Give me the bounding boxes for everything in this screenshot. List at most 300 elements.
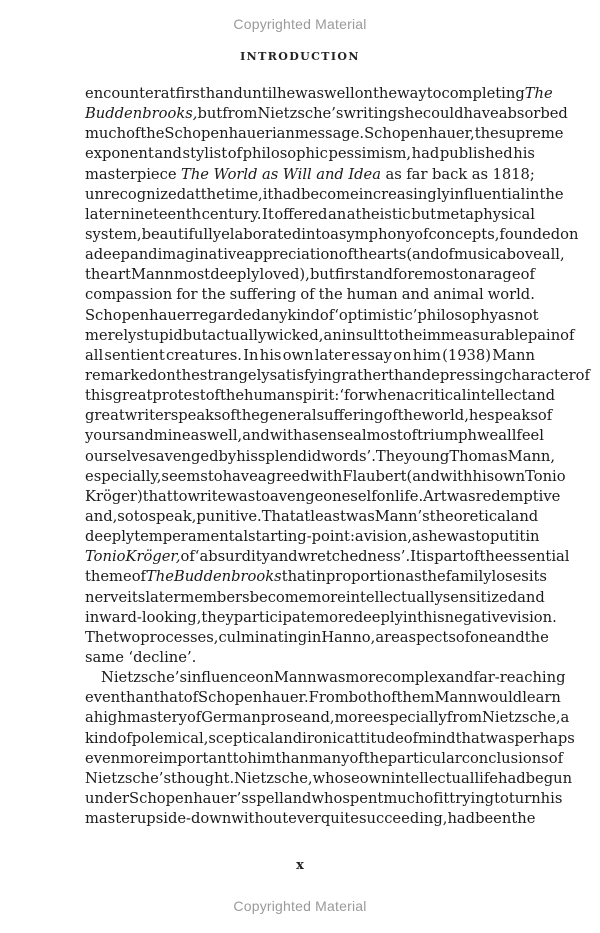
word: polemical, — [131, 729, 209, 747]
word: rage — [486, 266, 521, 284]
word: suffering — [316, 407, 384, 425]
text-line — [85, 84, 553, 104]
word: from — [222, 105, 258, 123]
word: symphony — [338, 225, 415, 243]
text-line — [85, 729, 575, 749]
word: high — [93, 709, 127, 727]
word: far-reaching — [473, 669, 566, 687]
text-line — [85, 467, 566, 487]
word: time, — [224, 185, 263, 203]
word: spent — [342, 789, 384, 807]
word: the — [397, 407, 422, 425]
text-line — [85, 406, 553, 426]
word: later — [85, 205, 121, 223]
word: The — [375, 447, 404, 465]
word: into — [301, 225, 331, 243]
word: of — [338, 246, 354, 264]
word: an — [323, 326, 342, 344]
word: encounter — [85, 85, 161, 102]
word: own — [494, 467, 526, 485]
word: in — [525, 528, 540, 546]
word: ourselves — [85, 447, 156, 465]
word: an — [327, 205, 347, 223]
word: more — [315, 608, 354, 626]
word: and — [527, 387, 556, 405]
word: one — [470, 628, 498, 646]
word: the — [200, 185, 225, 203]
word: kind — [85, 729, 118, 747]
word: of — [414, 225, 429, 243]
word: as — [190, 427, 207, 445]
word: prose — [260, 709, 303, 727]
word: was — [446, 528, 476, 546]
word: the — [140, 125, 165, 143]
word: than — [120, 689, 154, 707]
word: any — [260, 306, 288, 324]
word: writings — [343, 105, 405, 123]
word: splendid — [257, 447, 322, 465]
word: two — [112, 628, 141, 646]
word: had — [273, 185, 301, 203]
word: in — [525, 185, 540, 203]
word: quite — [320, 810, 359, 828]
word: not — [514, 306, 539, 324]
word: sense — [311, 427, 354, 445]
word: from — [446, 709, 483, 727]
word: its — [528, 568, 547, 586]
word: back — [431, 165, 468, 183]
word: it — [514, 528, 526, 546]
word: influence — [187, 669, 256, 687]
word: its — [127, 588, 146, 606]
word: great — [112, 387, 153, 405]
word: music — [453, 246, 498, 264]
word: stupid — [136, 326, 183, 344]
word: of — [180, 548, 195, 566]
text-line — [85, 326, 575, 346]
text-line — [85, 789, 563, 809]
word: pessimism, — [328, 145, 412, 163]
word: satisfying — [269, 366, 342, 384]
word: hand — [205, 85, 243, 102]
word: a — [405, 387, 415, 405]
word: of — [439, 246, 454, 264]
word: stylist — [182, 145, 228, 163]
word: well — [324, 85, 355, 102]
word: system, — [85, 225, 142, 243]
text-line — [85, 769, 573, 789]
word: world, — [421, 407, 469, 425]
word: character — [503, 366, 576, 384]
word: completing — [441, 85, 525, 102]
word: a — [560, 709, 570, 727]
word: atheistic — [346, 205, 411, 223]
word: concepts, — [428, 225, 500, 243]
word: a — [330, 225, 339, 243]
word: words’. — [321, 447, 376, 465]
text-line — [85, 668, 566, 688]
word: and — [274, 729, 303, 747]
word: Art — [423, 487, 447, 505]
word: succeeding, — [358, 810, 448, 828]
word: thought. — [171, 769, 235, 787]
word: Mann — [273, 669, 317, 687]
word: imaginative — [157, 246, 245, 264]
word: they — [201, 608, 234, 626]
word: speaks — [487, 407, 538, 425]
word: Nietzsche’s — [85, 769, 172, 787]
word: intellectually — [345, 588, 443, 606]
word: culminating — [218, 628, 308, 646]
word: would — [477, 689, 523, 707]
word: so — [117, 507, 134, 525]
word: the — [373, 85, 398, 102]
word: of — [548, 749, 564, 767]
word: and — [269, 548, 298, 566]
word: the — [524, 628, 549, 646]
word: vision, — [363, 528, 412, 546]
word: to — [172, 487, 188, 505]
word: Schopenhauer — [85, 306, 193, 324]
word: family — [445, 568, 492, 586]
word: nerve — [85, 588, 128, 606]
word: and — [126, 427, 154, 445]
word: merely — [85, 326, 137, 344]
word: was — [345, 507, 375, 525]
word: is — [421, 548, 435, 566]
word: great — [85, 407, 125, 425]
word: negative — [444, 608, 509, 626]
word: appreciation — [244, 246, 339, 264]
word: with — [309, 467, 343, 485]
word: Mann — [492, 346, 535, 364]
word: was — [316, 669, 346, 687]
word: of — [319, 306, 335, 324]
word: Mann — [131, 266, 174, 284]
word: as — [471, 165, 489, 183]
word: of — [383, 407, 398, 425]
word: actually — [207, 326, 267, 344]
word: to — [232, 749, 248, 767]
text-line — [85, 346, 535, 366]
word: of — [560, 326, 575, 344]
word: Mann, — [507, 447, 556, 465]
word: of — [227, 145, 242, 163]
word: but — [411, 205, 436, 223]
word: It — [262, 205, 274, 223]
text-line — [85, 366, 590, 386]
text-line — [85, 306, 539, 326]
word: intellectual — [390, 769, 475, 787]
word: Kröger, — [125, 548, 181, 566]
running-head: INTRODUCTION — [240, 50, 360, 63]
word: creatures. — [166, 346, 242, 364]
word: Schopenhauer. — [198, 689, 309, 707]
word: way — [397, 85, 427, 102]
word: both — [348, 689, 383, 707]
word: wicked, — [266, 326, 324, 344]
word: immeasurable — [422, 326, 528, 344]
word: the — [85, 266, 110, 284]
word: and — [510, 507, 539, 525]
word: that — [153, 689, 184, 707]
word: for — [176, 286, 198, 304]
word: speaks — [170, 407, 222, 425]
word: proportion — [325, 568, 406, 586]
word: compassion — [85, 286, 173, 304]
text-line — [85, 708, 570, 728]
word: than — [388, 366, 422, 384]
word: especially, — [85, 467, 162, 485]
word: (and — [406, 246, 440, 264]
word: life. — [394, 487, 424, 505]
word: processes, — [140, 628, 219, 646]
word: human — [346, 286, 398, 304]
word: more — [345, 669, 384, 687]
word: mine — [153, 427, 191, 445]
word: of — [455, 628, 471, 646]
word: was — [295, 85, 325, 102]
text-line — [85, 447, 556, 467]
word: Mann’s — [374, 507, 430, 525]
word: increasingly — [358, 185, 450, 203]
text-line — [85, 225, 579, 245]
word: Schopenhauer, — [364, 125, 475, 143]
word: his — [540, 789, 563, 807]
word: supreme — [498, 125, 564, 143]
word: had — [447, 810, 476, 828]
word: German — [201, 709, 261, 727]
word: published — [439, 145, 513, 163]
word: he — [428, 528, 447, 546]
word: to — [475, 528, 490, 546]
word: been — [475, 810, 512, 828]
word: his — [236, 447, 258, 465]
word: the — [398, 326, 423, 344]
word: upside-down — [136, 810, 232, 828]
word: in — [402, 608, 418, 626]
word: who — [311, 789, 343, 807]
word: especially — [373, 709, 447, 727]
word: even — [85, 749, 121, 767]
word: depressing — [421, 366, 504, 384]
word: and — [283, 789, 312, 807]
word: in — [311, 568, 326, 586]
word: founded — [499, 225, 561, 243]
word: more — [334, 709, 374, 727]
word: suffering — [229, 286, 297, 304]
word: at — [186, 185, 201, 203]
word: that — [281, 568, 312, 586]
text-line — [85, 749, 564, 769]
word: all, — [541, 246, 565, 264]
word: of — [205, 387, 220, 405]
word: yours — [85, 427, 127, 445]
word: first — [334, 266, 366, 284]
word: his — [513, 145, 535, 163]
word: more — [307, 588, 346, 606]
word: avenged — [155, 447, 219, 465]
word: of — [465, 548, 480, 566]
word: Buddenbrooks — [173, 568, 282, 586]
word: world. — [487, 286, 535, 304]
word: spell — [248, 789, 284, 807]
word: at — [295, 507, 311, 525]
word: The — [181, 165, 209, 183]
word: whose — [312, 769, 360, 787]
word: writer — [124, 407, 171, 425]
word: Hanno, — [321, 628, 376, 646]
word: turn — [508, 789, 541, 807]
word: complex — [383, 669, 446, 687]
word: to — [383, 326, 399, 344]
word: From — [308, 689, 349, 707]
word: as — [411, 528, 429, 546]
word: sentient — [104, 346, 165, 364]
word: own — [359, 769, 391, 787]
word: and, — [302, 709, 335, 727]
text-line — [85, 527, 540, 547]
word: when — [365, 387, 406, 405]
word: to — [494, 789, 509, 807]
word: was — [485, 729, 515, 747]
word: perhaps — [514, 729, 575, 747]
word: that — [455, 729, 486, 747]
word: the — [539, 185, 564, 203]
word: and, — [85, 507, 118, 525]
word: could — [422, 105, 464, 123]
word: a — [85, 709, 94, 727]
word: offered — [274, 205, 328, 223]
word: and — [517, 588, 545, 606]
word: on — [376, 487, 395, 505]
word: and — [401, 286, 430, 304]
text-line — [85, 809, 535, 829]
word: of — [403, 729, 419, 747]
word: part — [434, 548, 466, 566]
word: intellect — [466, 387, 528, 405]
word: of — [537, 407, 553, 425]
word: that — [142, 487, 173, 505]
word: and — [154, 145, 182, 163]
text-line — [85, 104, 568, 124]
word: of — [382, 689, 397, 707]
word: beautifully — [141, 225, 222, 243]
word: the — [511, 810, 536, 828]
word: as — [262, 165, 279, 183]
word: kind — [287, 306, 320, 324]
word: and — [365, 266, 393, 284]
word: in — [307, 628, 322, 646]
text-line — [85, 648, 535, 668]
word: critical — [414, 387, 467, 405]
word: exponent — [85, 145, 154, 163]
word: the — [474, 125, 499, 143]
word: the — [479, 548, 504, 566]
word: loses — [491, 568, 529, 586]
word: of — [183, 689, 199, 707]
word: ever — [288, 810, 321, 828]
word: deeply — [85, 528, 135, 546]
word: on — [459, 266, 478, 284]
word: it — [438, 789, 450, 807]
word: triumph — [417, 427, 477, 445]
word: at — [160, 85, 176, 102]
word: insult — [341, 326, 384, 344]
word: on — [560, 225, 579, 243]
word: he — [277, 85, 296, 102]
word: same — [85, 648, 124, 666]
word: learn — [522, 689, 561, 707]
copyright-watermark-bottom: Copyrighted Material — [233, 898, 367, 914]
word: Tonio — [85, 548, 126, 566]
word: begun — [525, 769, 573, 787]
word: he — [404, 105, 423, 123]
word: them — [396, 689, 435, 707]
word: much — [85, 125, 127, 143]
word: Thomas — [449, 447, 508, 465]
word: It — [410, 548, 422, 566]
word: The — [524, 85, 553, 102]
word: as — [498, 306, 515, 324]
word: are — [375, 628, 400, 646]
word: metaphysical — [436, 205, 535, 223]
word: much — [383, 789, 425, 807]
word: of — [300, 286, 315, 304]
word: Nietzsche’s — [101, 669, 188, 687]
word: deeply — [353, 608, 403, 626]
word: had — [498, 769, 526, 787]
word: loved), — [259, 266, 310, 284]
word: with — [439, 467, 473, 485]
word: deeply — [210, 266, 260, 284]
word: under — [85, 789, 130, 807]
word: his — [472, 467, 495, 485]
word: theme — [85, 568, 132, 586]
text-line — [85, 628, 549, 648]
word: the — [175, 366, 200, 384]
word: (and — [406, 467, 440, 485]
word: human — [244, 387, 296, 405]
word: on — [157, 366, 176, 384]
text-line — [85, 426, 544, 446]
copyright-watermark-top: Copyrighted Material — [233, 16, 367, 32]
word: first — [175, 85, 206, 102]
word: spirit: — [295, 387, 340, 405]
word: his — [259, 346, 282, 364]
word: regarded — [192, 306, 261, 324]
word: more — [120, 749, 159, 767]
word: World — [213, 165, 258, 183]
word: the — [363, 749, 388, 767]
word: write — [187, 487, 227, 505]
word: on — [255, 669, 274, 687]
word: well, — [206, 427, 243, 445]
word: protest — [152, 387, 206, 405]
word: agreed — [257, 467, 310, 485]
word: a — [354, 528, 364, 546]
word: put — [489, 528, 515, 546]
word: own — [282, 346, 314, 364]
text-line — [85, 144, 535, 164]
text-line — [85, 285, 535, 305]
text-line — [85, 487, 561, 507]
word: essay — [351, 346, 392, 364]
word: but — [182, 326, 208, 344]
word: philosophy — [417, 306, 499, 324]
word: master — [85, 810, 137, 828]
word: of — [126, 125, 141, 143]
